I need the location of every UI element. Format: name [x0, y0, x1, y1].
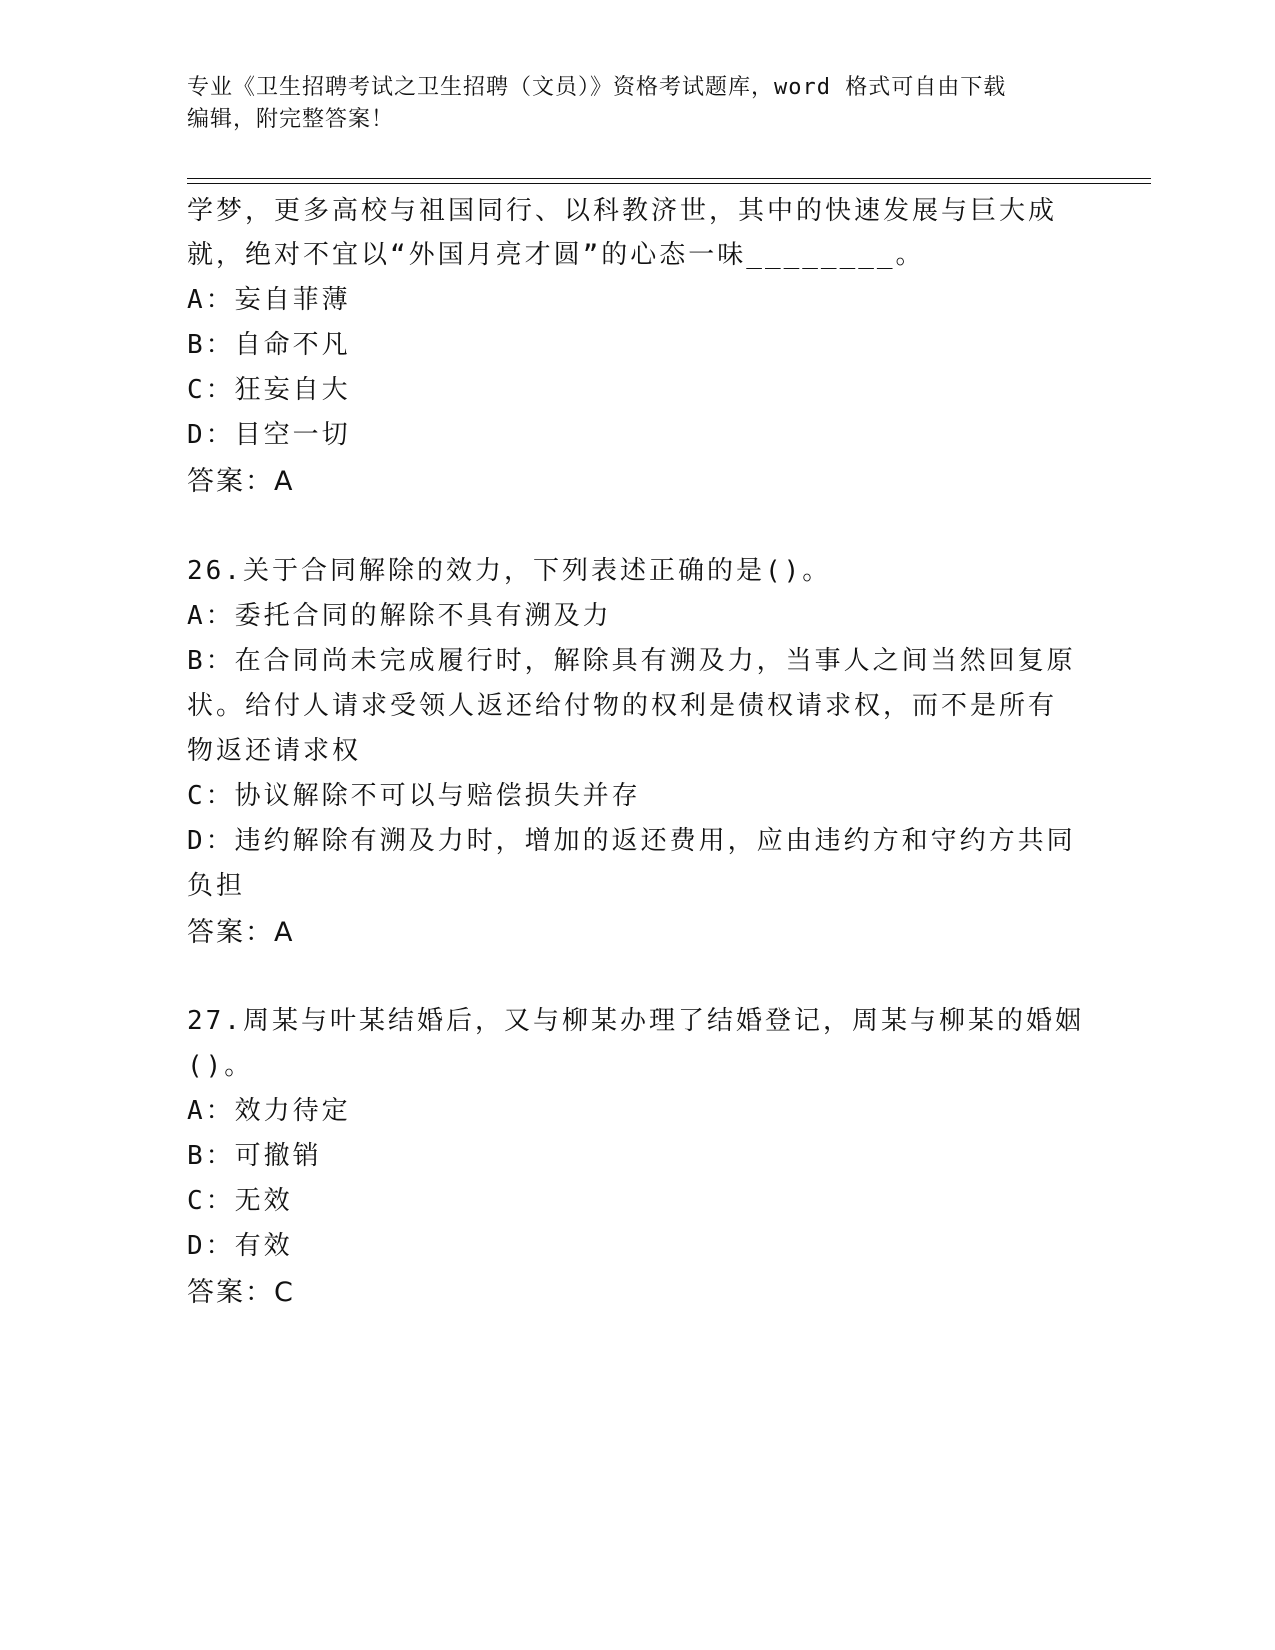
option-c: C：无效: [187, 1186, 293, 1216]
header-line-1: 专业《卫生招聘考试之卫生招聘（文员）》资格考试题库，word 格式可自由下载: [187, 75, 1007, 100]
answer-line: 答案：A: [187, 466, 295, 497]
question-stem: 26.关于合同解除的效力，下列表述正确的是()。: [187, 556, 832, 586]
option-b-line: B：在合同尚未完成履行时，解除具有溯及力，当事人之间当然回复原: [187, 646, 1076, 676]
header-divider-top: [187, 178, 1151, 179]
option-d: D：有效: [187, 1231, 293, 1261]
option-b: B：自命不凡: [187, 330, 351, 360]
question-stem-line: 27.周某与叶某结婚后，又与柳某办理了结婚登记，周某与柳某的婚姻: [187, 1006, 1084, 1036]
question-stem-line: ()。: [187, 1051, 254, 1081]
document-header: [187, 72, 1067, 136]
option-d: D：目空一切: [187, 420, 351, 450]
option-a: A：委托合同的解除不具有溯及力: [187, 601, 612, 631]
option-c: C：协议解除不可以与赔偿损失并存: [187, 781, 641, 811]
option-d-line: 负担: [187, 871, 246, 901]
option-c: C：狂妄自大: [187, 375, 351, 405]
option-d-line: D：违约解除有溯及力时，增加的返还费用，应由违约方和守约方共同: [187, 826, 1076, 856]
option-b-line: 物返还请求权: [187, 736, 362, 766]
answer-line: 答案：C: [187, 1277, 295, 1308]
option-a: A：妄自菲薄: [187, 285, 351, 315]
question-stem-line: 学梦，更多高校与祖国同行、以科教济世，其中的快速发展与巨大成: [187, 196, 1058, 226]
option-b-line: 状。给付人请求受领人返还给付物的权利是债权请求权，而不是所有: [187, 691, 1058, 721]
option-b: B：可撤销: [187, 1141, 322, 1171]
option-a: A：效力待定: [187, 1096, 351, 1126]
header-divider-bottom: [187, 183, 1151, 184]
question-stem-line: 就，绝对不宜以“外国月亮才圆”的心态一味________。: [187, 240, 925, 270]
answer-line: 答案：A: [187, 917, 295, 948]
header-line-2: 编辑，附完整答案！: [187, 107, 395, 132]
